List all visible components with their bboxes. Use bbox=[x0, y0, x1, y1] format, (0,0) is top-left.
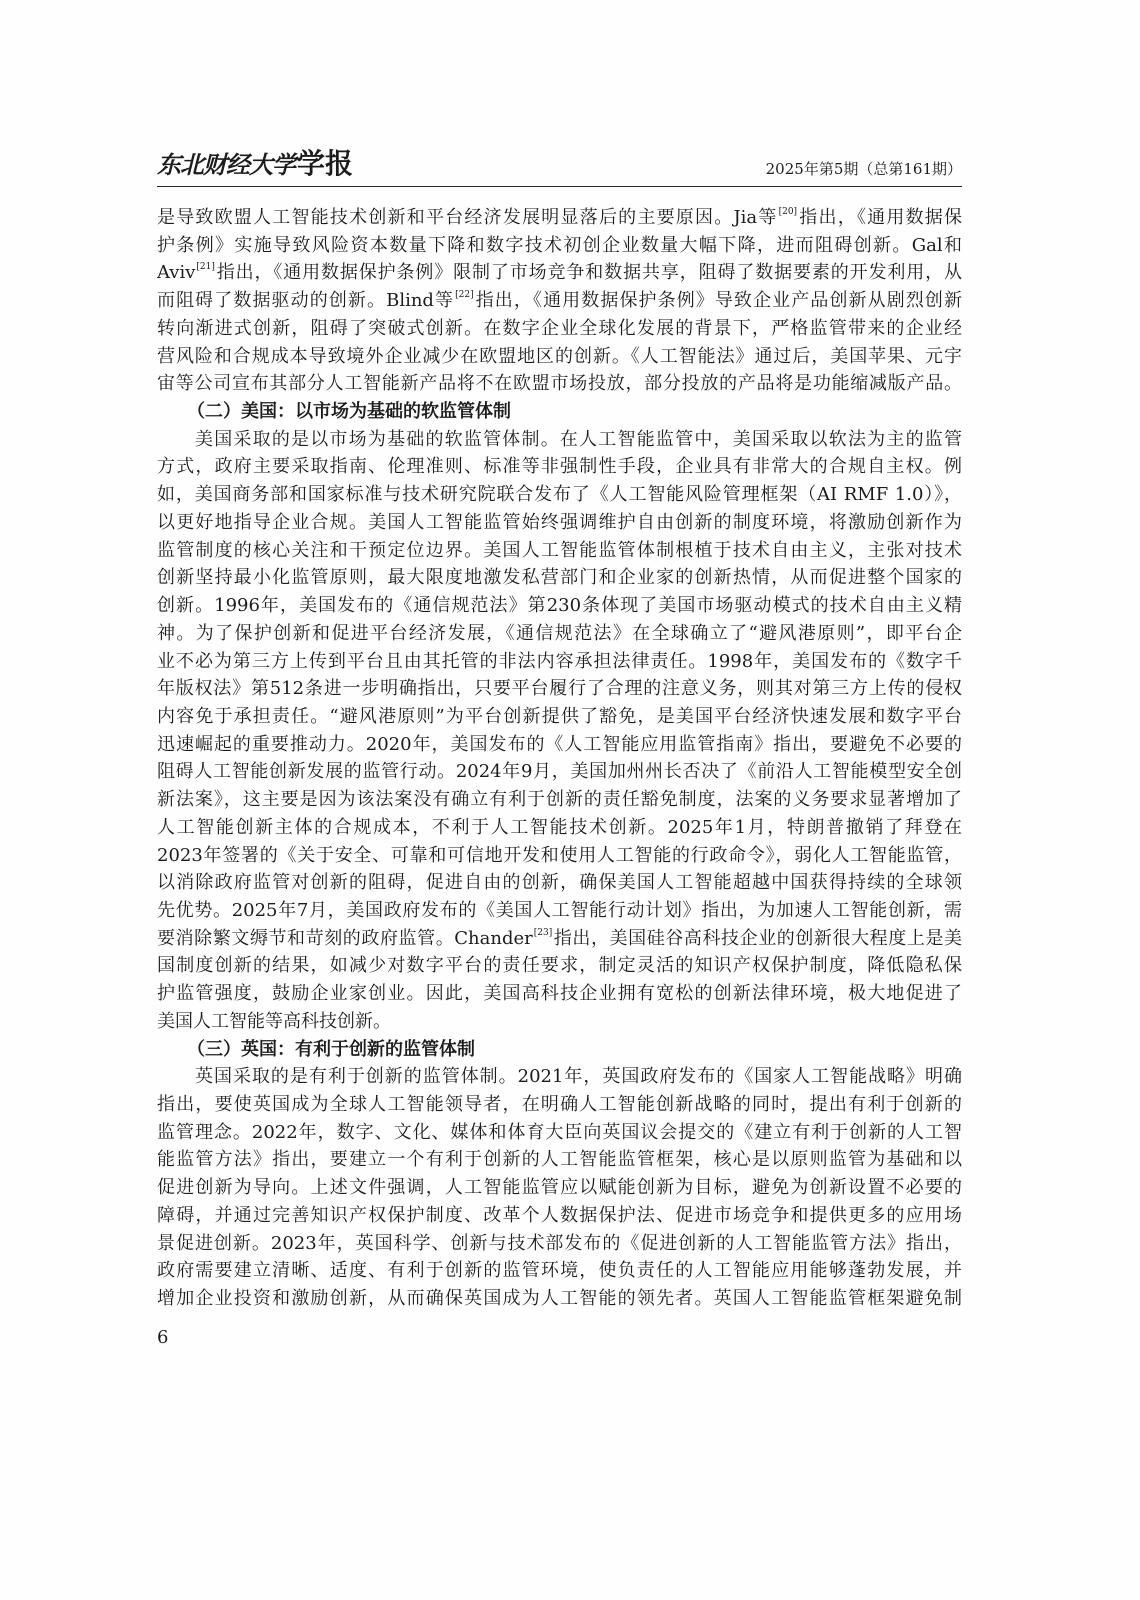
line-text: 监管理念。2022年，数字、文化、媒体和体育大臣向英国议会提交的《建立有利于创新的人工智 bbox=[157, 1121, 962, 1143]
text-line bbox=[157, 481, 962, 509]
text-line bbox=[157, 453, 962, 481]
line-text: 年版权法》第512条进一步明确指出，只要平台履行了合理的注意义务，则其对第三方上传的侵权 bbox=[157, 678, 962, 700]
journal-logo: 东北财经大学 bbox=[157, 150, 295, 179]
line-text: 指出，《通用数据保 bbox=[798, 207, 962, 228]
line-text: 先优势。2025年7月，美国政府发布的《美国人工智能行动计划》指出，为加速人工智能创新，需 bbox=[157, 899, 962, 921]
line-text: 而阻碍了数据驱动的创新。Blind等 bbox=[157, 290, 455, 312]
journal-title bbox=[157, 146, 353, 186]
line-text: 人工智能创新主体的合规成本，不利于人工智能技术创新。2025年1月，特朗普撤销了拜登在 bbox=[157, 816, 962, 838]
text-line bbox=[157, 370, 962, 398]
text-line bbox=[157, 1202, 962, 1230]
running-header bbox=[157, 146, 962, 186]
line-text: 促进创新为导向。上述文件强调，人工智能监管应以赋能创新为目标，避免为创新设置不必要的 bbox=[157, 1177, 962, 1199]
line-text: 营风险和合规成本导致境外企业减少在欧盟地区的创新。《人工智能法》通过后，美国苹果、元宇 bbox=[157, 345, 962, 367]
text-line bbox=[157, 869, 962, 897]
citation-marker: [21] bbox=[196, 262, 215, 273]
line-text: 新法案》，这主要是因为该法案没有确立有利于创新的责任豁免制度，法案的义务要求显著增加了 bbox=[157, 789, 962, 811]
text-line bbox=[157, 592, 962, 620]
line-text: 增加企业投资和激励创新，从而确保英国成为人工智能的领先者。英国人工智能监管框架避免制 bbox=[157, 1288, 962, 1310]
line-text: 指出，《通用数据保护条例》导致企业产品创新从剧烈创新 bbox=[474, 290, 962, 312]
text-line bbox=[157, 842, 962, 870]
text-line bbox=[157, 1230, 962, 1258]
text-line bbox=[157, 537, 962, 565]
text-line bbox=[157, 315, 962, 343]
text-line bbox=[157, 814, 962, 842]
line-text: 障碍，并通过完善知识产权保护制度、改革个人数据保护法、促进市场竞争和提供更多的应用场 bbox=[157, 1204, 962, 1226]
header-rule bbox=[157, 186, 962, 187]
line-text: 2023年签署的《关于安全、可靠和可信地开发和使用人工智能的行政命令》，弱化人工智能监管， bbox=[157, 844, 962, 866]
line-text: 英国采取的是有利于创新的监管体制。2021年，英国政府发布的《国家人工智能战略》明确 bbox=[195, 1066, 962, 1088]
line-text: 阻碍人工智能创新发展的监管行动。2024年9月，美国加州州长否决了《前沿人工智能模型安全创 bbox=[157, 761, 962, 783]
line-text: 指出，美国硅谷高科技企业的创新很大程度上是美 bbox=[553, 927, 962, 949]
text-line bbox=[157, 204, 962, 232]
section-heading: （三）英国：有利于创新的监管体制 bbox=[187, 1038, 475, 1060]
text-line bbox=[157, 1008, 962, 1036]
text-line bbox=[157, 1174, 962, 1202]
page-number: 6 bbox=[157, 1327, 169, 1348]
text-line bbox=[157, 259, 962, 287]
paragraph bbox=[157, 426, 962, 1036]
text-line bbox=[157, 1257, 962, 1285]
line-text: 方式，政府主要采取指南、伦理准则、标准等非强制性手段，企业具有非常大的合规自主权。例 bbox=[157, 456, 962, 478]
line-text: Aviv bbox=[157, 262, 196, 284]
text-line bbox=[157, 1063, 962, 1091]
text-line bbox=[157, 287, 962, 315]
text-line bbox=[157, 703, 962, 731]
text-line bbox=[157, 731, 962, 759]
journal-title-suffix: 学报 bbox=[297, 147, 354, 180]
line-text: 国制度创新的结果，如减少对数字平台的责任要求，制定灵活的知识产权保护制度，降低隐私保 bbox=[157, 955, 962, 977]
line-text: 转向渐进式创新，阻碍了突破式创新。在数字企业全球化发展的背景下，严格监管带来的企业经 bbox=[157, 317, 962, 339]
text-line bbox=[157, 426, 962, 454]
text-line bbox=[157, 232, 962, 260]
line-text: 美国采取的是以市场为基础的软监管体制。在人工智能监管中，美国采取以软法为主的监管 bbox=[195, 428, 962, 450]
line-text: 迅速崛起的重要推动力。2020年，美国发布的《人工智能应用监管指南》指出，要避免不必要的 bbox=[157, 733, 962, 755]
line-text: 创新。1996年，美国发布的《通信规范法》第230条体现了美国市场驱动模式的技术自由主义精 bbox=[157, 595, 962, 617]
line-text: 以更好地指导企业合规。美国人工智能监管始终强调维护自由创新的制度环境，将激励创新作为 bbox=[157, 511, 962, 533]
text-line bbox=[157, 952, 962, 980]
line-text: 内容免于承担责任。“避风港原则”为平台创新提供了豁免，是美国平台经济快速发展和数字平台 bbox=[157, 705, 962, 727]
text-line bbox=[157, 786, 962, 814]
line-text: 神。为了保护创新和促进平台经济发展，《通信规范法》在全球确立了“避风港原则”，即平台企 bbox=[157, 622, 962, 644]
issue-info: 2025年第5期（总第161期） bbox=[765, 160, 962, 178]
citation-marker: [20] bbox=[778, 207, 798, 217]
citation-marker: [23] bbox=[533, 927, 553, 938]
line-text: 是导致欧盟人工智能技术创新和平台经济发展明显落后的主要原因。Jia等 bbox=[157, 207, 778, 228]
line-text: 宙等公司宣布其部分人工智能新产品将不在欧盟市场投放，部分投放的产品将是功能缩减版产品。 bbox=[157, 373, 962, 395]
line-text: 以消除政府监管对创新的阻碍，促进自由的创新，确保美国人工智能超越中国获得持续的全球领 bbox=[157, 872, 962, 894]
text-line bbox=[157, 1146, 962, 1174]
line-text: 景促进创新。2023年，英国科学、创新与技术部发布的《促进创新的人工智能监管方法》指出， bbox=[157, 1232, 962, 1254]
text-line bbox=[157, 1285, 962, 1313]
text-line bbox=[157, 564, 962, 592]
text-line bbox=[157, 1091, 962, 1119]
section-heading: （二）美国：以市场为基础的软监管体制 bbox=[187, 401, 511, 423]
line-text: 要消除繁文缛节和苛刻的政府监管。Chander bbox=[157, 927, 533, 949]
text-line bbox=[157, 509, 962, 537]
article-body bbox=[157, 204, 962, 1313]
text-line bbox=[157, 1119, 962, 1147]
citation-marker: [22] bbox=[455, 290, 474, 301]
text-line bbox=[157, 980, 962, 1008]
paragraph bbox=[157, 204, 962, 398]
paragraph bbox=[157, 1063, 962, 1312]
line-text: 能监管方法》指出，要建立一个有利于创新的人工智能监管框架，核心是以原则监管为基础和以 bbox=[157, 1149, 962, 1171]
text-line bbox=[157, 620, 962, 648]
line-text: 业不必为第三方上传到平台且由其托管的非法内容承担法律责任。1998年，美国发布的《数字千 bbox=[157, 650, 962, 672]
line-text: 如，美国商务部和国家标准与技术研究院联合发布了《人工智能风险管理框架（AI RMF 1.0）》， bbox=[157, 484, 962, 506]
text-line bbox=[157, 648, 962, 676]
text-line bbox=[157, 925, 962, 953]
line-text: 创新坚持最小化监管原则，最大限度地激发私营部门和企业家的创新热情，从而促进整个国家的 bbox=[157, 567, 962, 589]
line-text: 护条例》实施导致风险资本数量下降和数字技术初创企业数量大幅下降，进而阻碍创新。Gal和 bbox=[157, 234, 962, 256]
text-line bbox=[157, 758, 962, 786]
line-text: 监管制度的核心关注和干预定位边界。美国人工智能监管体制根植于技术自由主义，主张对技术 bbox=[157, 539, 962, 561]
text-line bbox=[157, 675, 962, 703]
line-text: 护监管强度，鼓励企业家创业。因此，美国高科技企业拥有宽松的创新法律环境，极大地促进了 bbox=[157, 983, 962, 1005]
line-text: 指出，《通用数据保护条例》限制了市场竞争和数据共享，阻碍了数据要素的开发利用，从 bbox=[215, 262, 962, 284]
line-text: 指出，要使英国成为全球人工智能领导者，在明确人工智能创新战略的同时，提出有利于创新的 bbox=[157, 1094, 962, 1115]
line-text: 政府需要建立清晰、适度、有利于创新的监管环境，使负责任的人工智能应用能够蓬勃发展，并 bbox=[157, 1260, 962, 1282]
text-line bbox=[157, 897, 962, 925]
text-line bbox=[157, 343, 962, 371]
line-text: 美国人工智能等高科技创新。 bbox=[157, 1010, 391, 1032]
